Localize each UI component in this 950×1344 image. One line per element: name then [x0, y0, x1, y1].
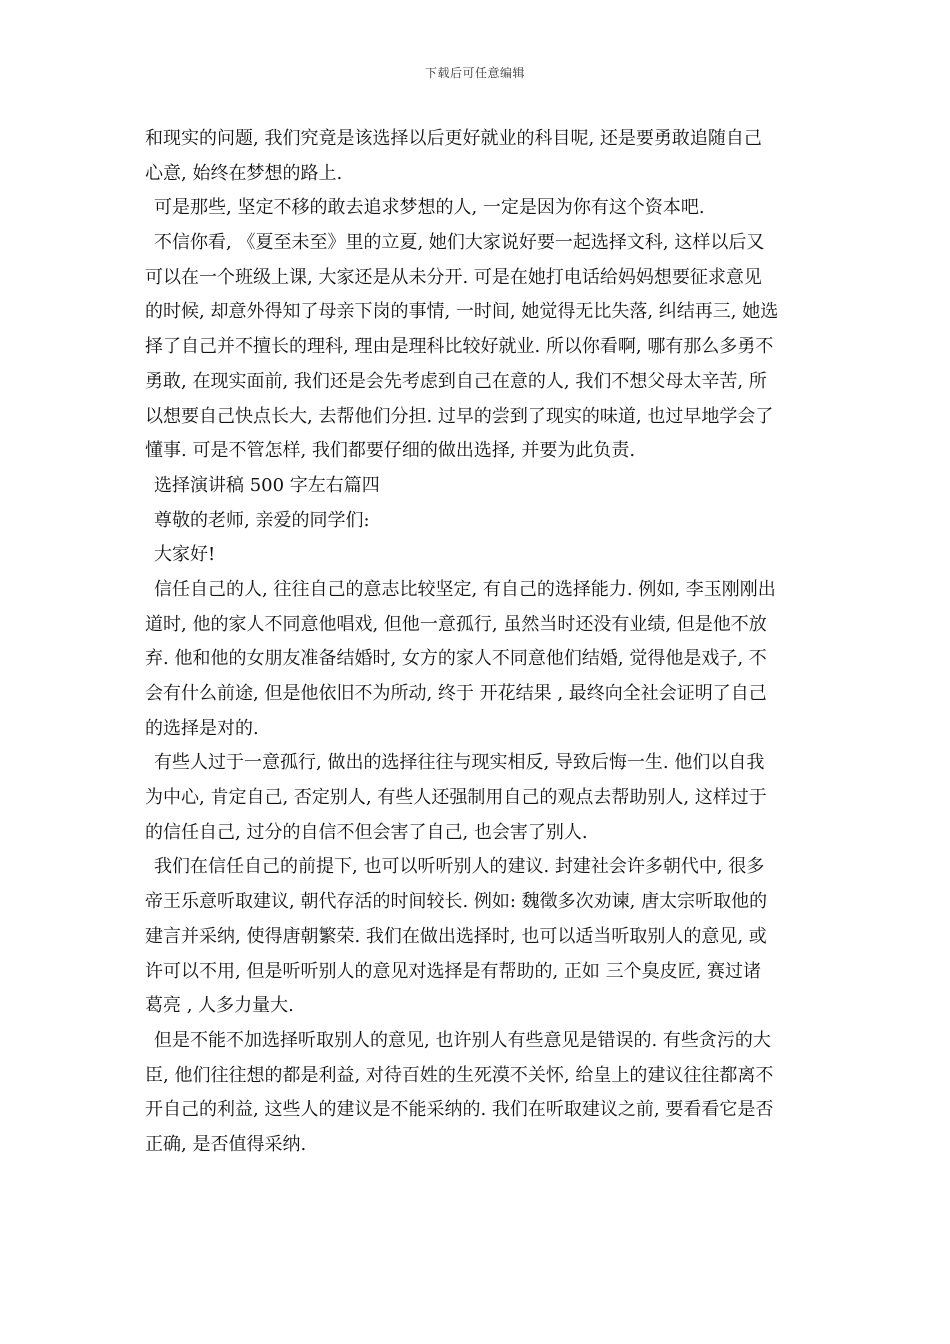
- text-line: 正确, 是否值得采纳.: [145, 1133, 307, 1155]
- paragraph-start: 但是不能不加选择听取别人的意见, 也许别人有些意见是错误的. 有些贪污的大: [154, 1029, 771, 1051]
- text-line: 择了自己并不擅长的理科, 理由是理科比较好就业. 所以你看啊, 哪有那么多勇不: [145, 336, 774, 358]
- text-line: 建言并采纳, 使得唐朝繁荣. 我们在做出选择时, 也可以适当听取别人的意见, 或: [145, 925, 767, 947]
- text-line: 可以在一个班级上课, 大家还是从未分开. 可是在她打电话给妈妈想要征求意见: [145, 266, 762, 288]
- section-heading: 选择演讲稿 500 字左右篇四: [154, 474, 380, 496]
- text-line: 为中心, 肯定自己, 否定别人, 有些人还强制用自己的观点去帮助别人, 这样过于: [145, 787, 767, 809]
- text-line: 勇敢, 在现实面前, 我们还是会先考虑到自己在意的人, 我们不想父母太辛苦, 所: [145, 370, 767, 392]
- paragraph-start: 不信你看, 《夏至未至》里的立夏, 她们大家说好要一起选择文科, 这样以后又: [154, 232, 765, 254]
- text-line: 以想要自己快点长大, 去帮他们分担. 过早的尝到了现实的味道, 也过早地学会了: [145, 405, 774, 427]
- text-line: 弃. 他和他的女朋友准备结婚时, 女方的家人不同意他们结婚, 觉得他是戏子, 不: [145, 648, 767, 670]
- document-body: [145, 122, 810, 1163]
- text-line: 道时, 他的家人不同意他唱戏, 但他一意孤行, 虽然当时还没有业绩, 但是他不放: [145, 613, 767, 635]
- text-line: 心意, 始终在梦想的路上.: [145, 162, 343, 184]
- paragraph-start: 信任自己的人, 往往自己的意志比较坚定, 有自己的选择能力. 例如, 李玉刚刚出: [154, 578, 776, 600]
- text-line: 会有什么前途, 但是他依旧不为所动, 终于 开花结果 , 最终向全社会证明了自己: [145, 683, 767, 704]
- text-line: 懂事. 可是不管怎样, 我们都要仔细的做出选择, 并要为此负责.: [145, 440, 636, 462]
- text-line: 许可以不用, 但是听听别人的意见对选择是有帮助的, 正如 三个臭皮匠, 赛过诸: [145, 960, 762, 982]
- text-line: 葛亮 , 人多力量大.: [145, 995, 294, 1017]
- text-line: 的信任自己, 过分的自信不但会害了自己, 也会害了别人.: [145, 821, 588, 843]
- text-line: 帝王乐意听取建议, 朝代存活的时间较长. 例如: 魏徵多次劝谏, 唐太宗听取他的: [145, 891, 768, 913]
- text-line: 臣, 他们往往想的都是利益, 对待百姓的生死漠不关怀, 给皇上的建议往往都离不: [145, 1064, 774, 1086]
- text-line: 的时候, 却意外得知了母亲下岗的事情, 一时间, 她觉得无比失落, 纠结再三, 她选: [145, 301, 779, 323]
- paragraph-start: 我们在信任自己的前提下, 也可以听听别人的建议. 封建社会许多朝代中, 很多: [154, 856, 765, 878]
- text-line: 和现实的问题, 我们究竟是该选择以后更好就业的科目呢, 还是要勇敢追随自己: [145, 128, 762, 149]
- greeting: 大家好!: [154, 544, 216, 566]
- salutation: 尊敬的老师, 亲爱的同学们:: [154, 509, 370, 531]
- text-line: 开自己的利益, 这些人的建议是不能采纳的. 我们在听取建议之前, 要看看它是否: [145, 1099, 774, 1121]
- page-header: 下载后可任意编辑: [424, 66, 525, 80]
- paragraph-start: 有些人过于一意孤行, 做出的选择往往与现实相反, 导致后悔一生. 他们以自我: [154, 752, 765, 774]
- text-line: 的选择是对的.: [145, 717, 259, 739]
- paragraph-start: 可是那些, 坚定不移的敢去追求梦想的人, 一定是因为你有这个资本吧.: [154, 197, 705, 219]
